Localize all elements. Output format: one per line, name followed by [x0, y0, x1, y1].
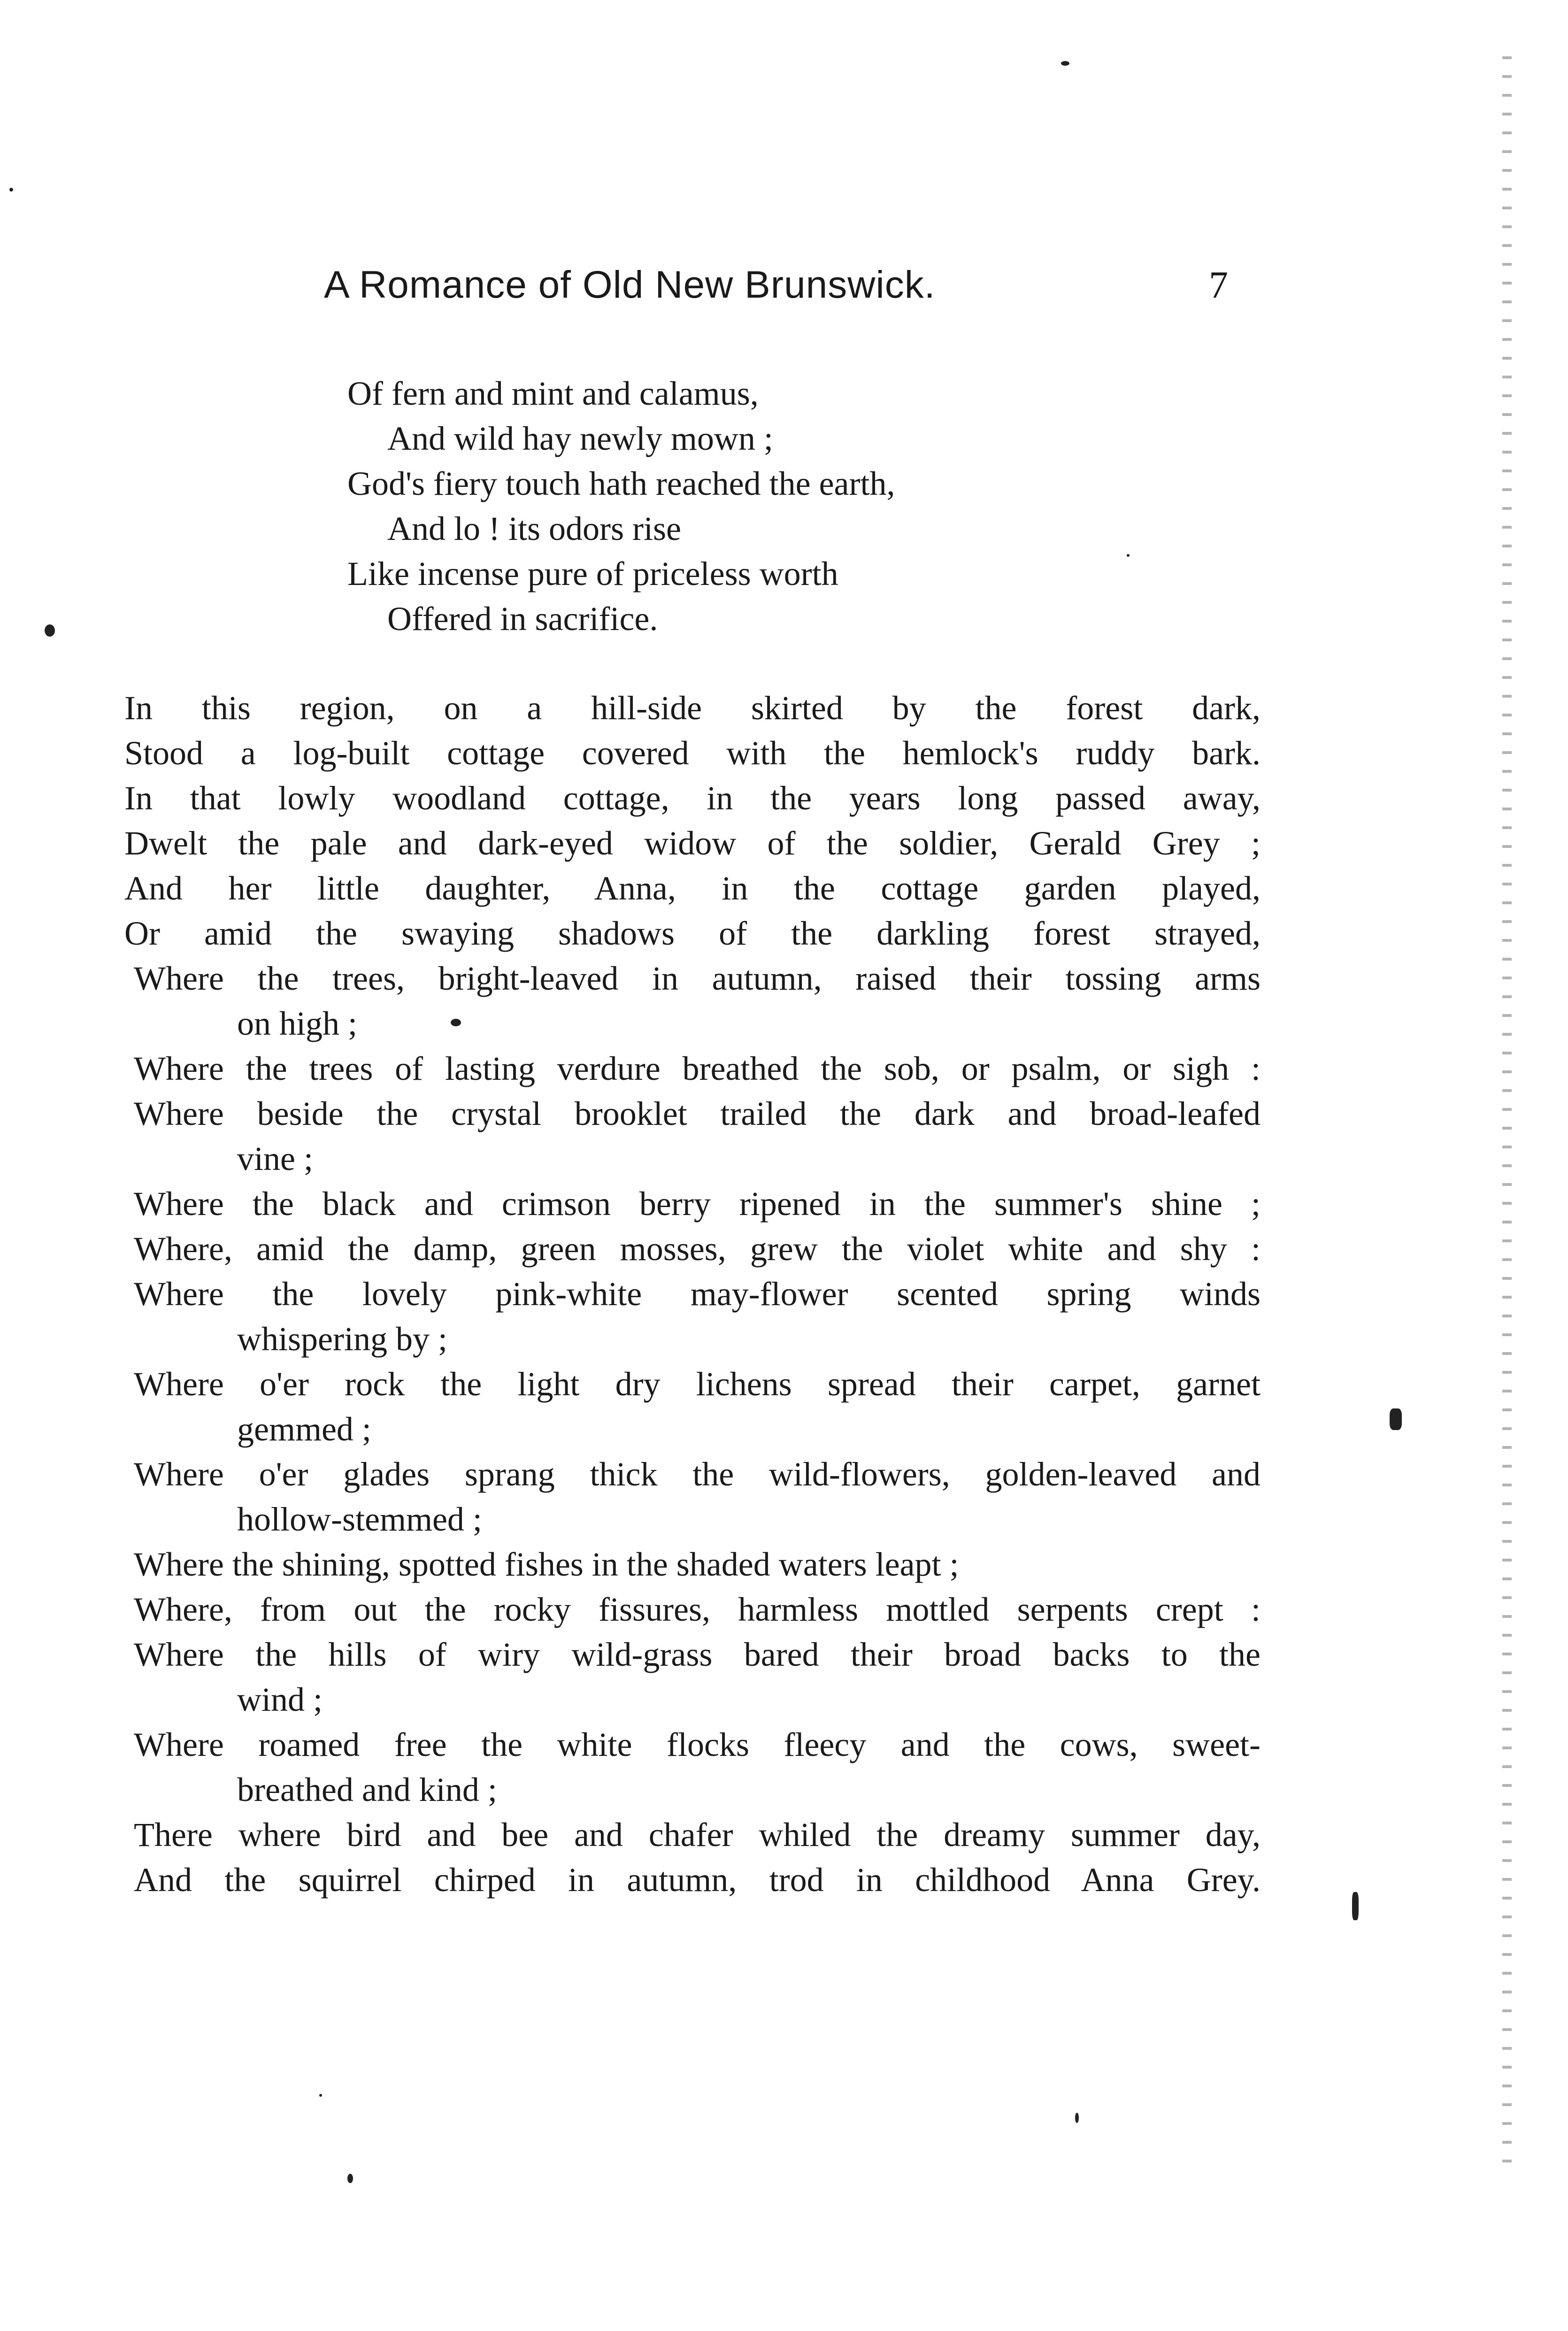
poem-line: Stood a log-built cottage covered with the hemlock's ruddy bark.: [124, 734, 1261, 772]
verse-line: God's fiery touch hath reached the earth,: [347, 465, 895, 502]
poem-line-continuation: wind ;: [237, 1681, 323, 1718]
poem-line: In this region, on a hill-side skirted by the forest dark,: [124, 689, 1261, 727]
ink-speck: [451, 1019, 461, 1026]
ink-speck: [1061, 61, 1069, 66]
ink-speck: [347, 2174, 353, 2183]
verse-line: Like incense pure of priceless worth: [347, 555, 838, 592]
poem-line: Where the shining, spotted fishes in the shaded waters leapt ;: [134, 1546, 959, 1583]
ink-speck: [9, 188, 13, 192]
poem-line-continuation: gemmed ;: [237, 1410, 371, 1448]
poem-line: And the squirrel chirped in autumn, trod in childhood Anna Grey.: [134, 1861, 1261, 1899]
verse-line: Of fern and mint and calamus,: [347, 375, 759, 412]
poem-line-continuation: whispering by ;: [237, 1320, 447, 1358]
ink-speck: [1127, 554, 1130, 557]
page-header: [0, 263, 1568, 319]
poem-line-continuation: hollow-stemmed ;: [237, 1500, 482, 1538]
page-number: 7: [1209, 263, 1228, 306]
poem-line: Where, amid the damp, green mosses, grew the violet white and shy :: [134, 1230, 1261, 1268]
poem-line: Where o'er rock the light dry lichens spread their carpet, garnet: [134, 1365, 1261, 1403]
scan-edge-marks: [1502, 56, 1512, 2169]
ink-speck: [1075, 2113, 1079, 2123]
poem-line-continuation: on high ;: [237, 1005, 358, 1042]
poem-line: In that lowly woodland cottage, in the years long passed away,: [124, 779, 1261, 817]
poem-line: Where the hills of wiry wild-grass bared their broad backs to the: [134, 1636, 1261, 1673]
verse-line: And wild hay newly mown ;: [387, 420, 773, 457]
poem-line-continuation: breathed and kind ;: [237, 1771, 497, 1808]
poem-line: And her little daughter, Anna, in the cottage garden played,: [124, 869, 1261, 907]
ink-speck: [1390, 1408, 1402, 1430]
poem-line: Where roamed free the white flocks fleecy and the cows, sweet-: [134, 1726, 1261, 1763]
poem-line: Where the trees, bright-leaved in autumn, raised their tossing arms: [134, 960, 1261, 997]
verse-line: And lo ! its odors rise: [387, 510, 681, 547]
verse-line: Offered in sacrifice.: [387, 600, 658, 638]
poem-line: Where o'er glades sprang thick the wild-flowers, golden-leaved and: [134, 1455, 1261, 1493]
poem-line-continuation: vine ;: [237, 1140, 313, 1177]
poem-line: Where the lovely pink-white may-flower scented spring winds: [134, 1275, 1261, 1313]
ink-speck: [1352, 1892, 1359, 1920]
poem-line: Where the black and crimson berry ripened in the summer's shine ;: [134, 1185, 1261, 1223]
verse-stanza: [347, 371, 1239, 641]
poem-line: Where the trees of lasting verdure breathed the sob, or psalm, or sigh :: [134, 1050, 1261, 1087]
poem-line: There where bird and bee and chafer whiled the dreamy summer day,: [134, 1816, 1261, 1854]
poem-line: Where, from out the rocky fissures, harmless mottled serpents crept :: [134, 1591, 1261, 1628]
poem-line: Dwelt the pale and dark-eyed widow of the soldier, Gerald Grey ;: [124, 824, 1261, 862]
ink-speck: [319, 2094, 322, 2097]
poem-line: Or amid the swaying shadows of the darkling forest strayed,: [124, 915, 1261, 952]
poem-line: Where beside the crystal brooklet trailed the dark and broad-leafed: [134, 1095, 1261, 1132]
poem-body: [124, 685, 1261, 1902]
ink-speck: [45, 624, 55, 637]
running-title: A Romance of Old New Brunswick.: [324, 263, 936, 306]
